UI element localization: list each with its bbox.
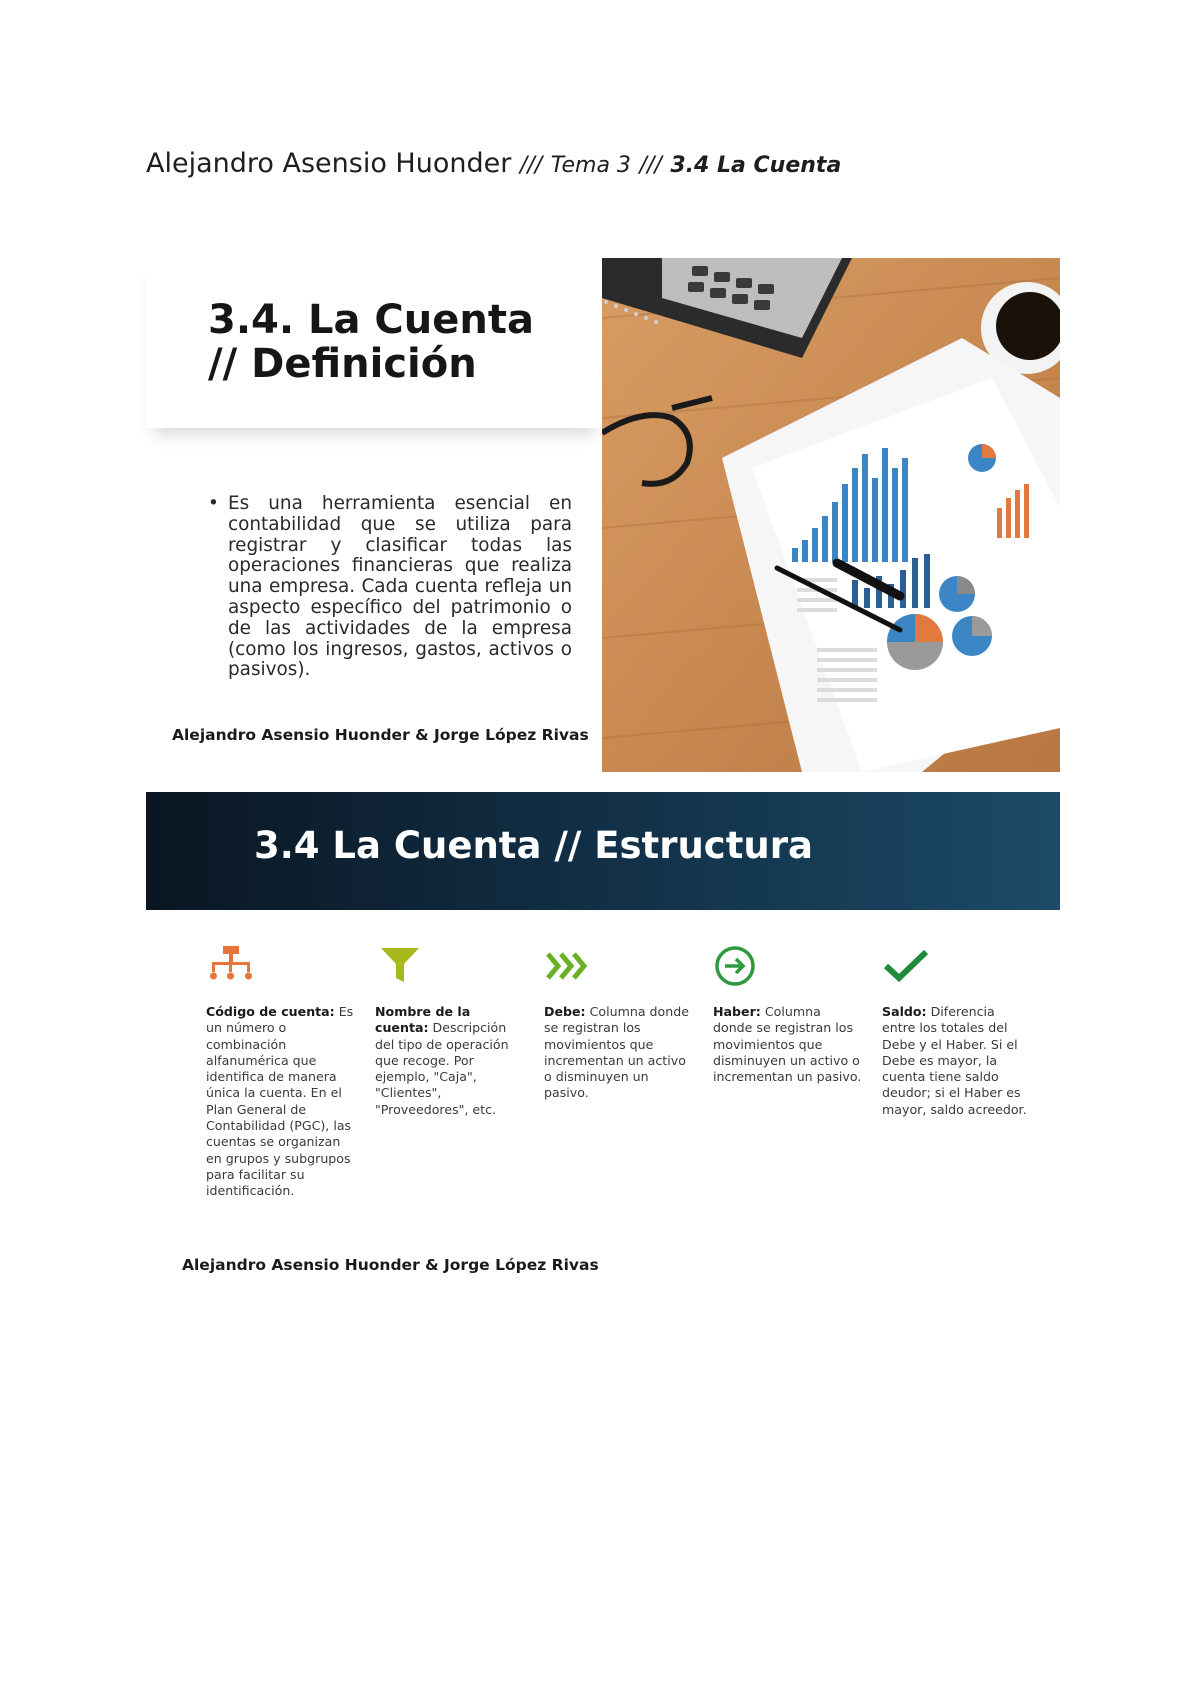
slide-estructura-author: Alejandro Asensio Huonder & Jorge López Rivas [182, 1256, 599, 1274]
page-header [146, 148, 841, 179]
structure-item-nombre-text [375, 1004, 525, 1118]
structure-item-codigo-term: Código de cuenta: [206, 1004, 335, 1019]
structure-item-codigo-desc: Es un número o combinación alfanumérica que identifica de manera única la cuenta. En el Plan General de Contabilidad (PGC), las cuentas se organizan en grupos y subgrupos para facilitar su identificación. [206, 1004, 354, 1199]
structure-item-codigo-text [206, 1004, 356, 1200]
slide-estructura-title: 3.4 La Cuenta // Estructura [254, 824, 813, 867]
definition-text: Es una herramienta esencial en contabilidad que se utiliza para registrar y clasificar todas las operaciones financieras que realiza una empresa. Cada cuenta refleja un aspecto específico del patrimonio o de las actividades de la empresa (como los ingresos, gastos, activos o pasivos). [228, 493, 572, 681]
structure-item-debe [544, 944, 694, 1102]
structure-item-debe-term: Debe: [544, 1004, 586, 1019]
slide-definicion-author: Alejandro Asensio Huonder & Jorge López Rivas [172, 726, 589, 744]
bullet-dot-icon: • [208, 493, 219, 514]
structure-item-haber-desc: Columna donde se registran los movimientos que disminuyen un activo o incrementan un pasivo. [713, 1004, 862, 1085]
hierarchy-icon [206, 944, 256, 990]
slide-definicion-title-line2: // Definición [208, 341, 477, 387]
header-author: Alejandro Asensio Huonder [146, 148, 512, 179]
structure-item-saldo-term: Saldo: [882, 1004, 927, 1019]
structure-item-haber-text [713, 1004, 863, 1085]
structure-item-saldo [882, 944, 1032, 1118]
slide-definicion-title [208, 298, 534, 386]
funnel-icon [375, 944, 425, 990]
slide-estructura-banner [146, 792, 1060, 910]
header-separator-2: /// [639, 153, 662, 178]
checkmark-icon [882, 944, 932, 990]
title-card [146, 258, 602, 428]
structure-item-haber [713, 944, 863, 1085]
structure-item-debe-desc: Columna donde se registran los movimientos que incrementan un activo o disminuyen un pasivo. [544, 1004, 689, 1101]
slide-estructura [146, 792, 1060, 1282]
structure-item-nombre [375, 944, 525, 1118]
structure-item-nombre-term: Nombre de la cuenta: [375, 1004, 471, 1036]
desk-photo [602, 258, 1060, 772]
definition-bullet [208, 494, 572, 681]
desk-photo-illustration [602, 258, 1060, 772]
structure-item-saldo-desc: Diferencia entre los totales del Debe y el Haber. Si el Debe es mayor, la cuenta tiene saldo deudor; si el Haber es mayor, saldo acreedor. [882, 1004, 1027, 1117]
structure-item-codigo [206, 944, 356, 1200]
slide-definicion [146, 258, 1060, 772]
circle-arrow-right-icon [713, 944, 763, 990]
slide-definicion-text-panel [146, 258, 602, 772]
header-separator-1: /// [519, 153, 543, 178]
header-topic: Tema 3 [550, 153, 631, 178]
structure-item-nombre-desc: Descripción del tipo de operación que recoge. Por ejemplo, "Caja", "Clientes", "Proveedores", etc. [375, 1020, 509, 1117]
structure-item-haber-term: Haber: [713, 1004, 761, 1019]
triple-chevron-right-icon [544, 944, 594, 990]
structure-item-debe-text [544, 1004, 694, 1102]
header-section: 3.4 La Cuenta [670, 153, 842, 178]
slide-definicion-title-line1: 3.4. La Cuenta [208, 297, 534, 343]
structure-item-saldo-text [882, 1004, 1032, 1118]
